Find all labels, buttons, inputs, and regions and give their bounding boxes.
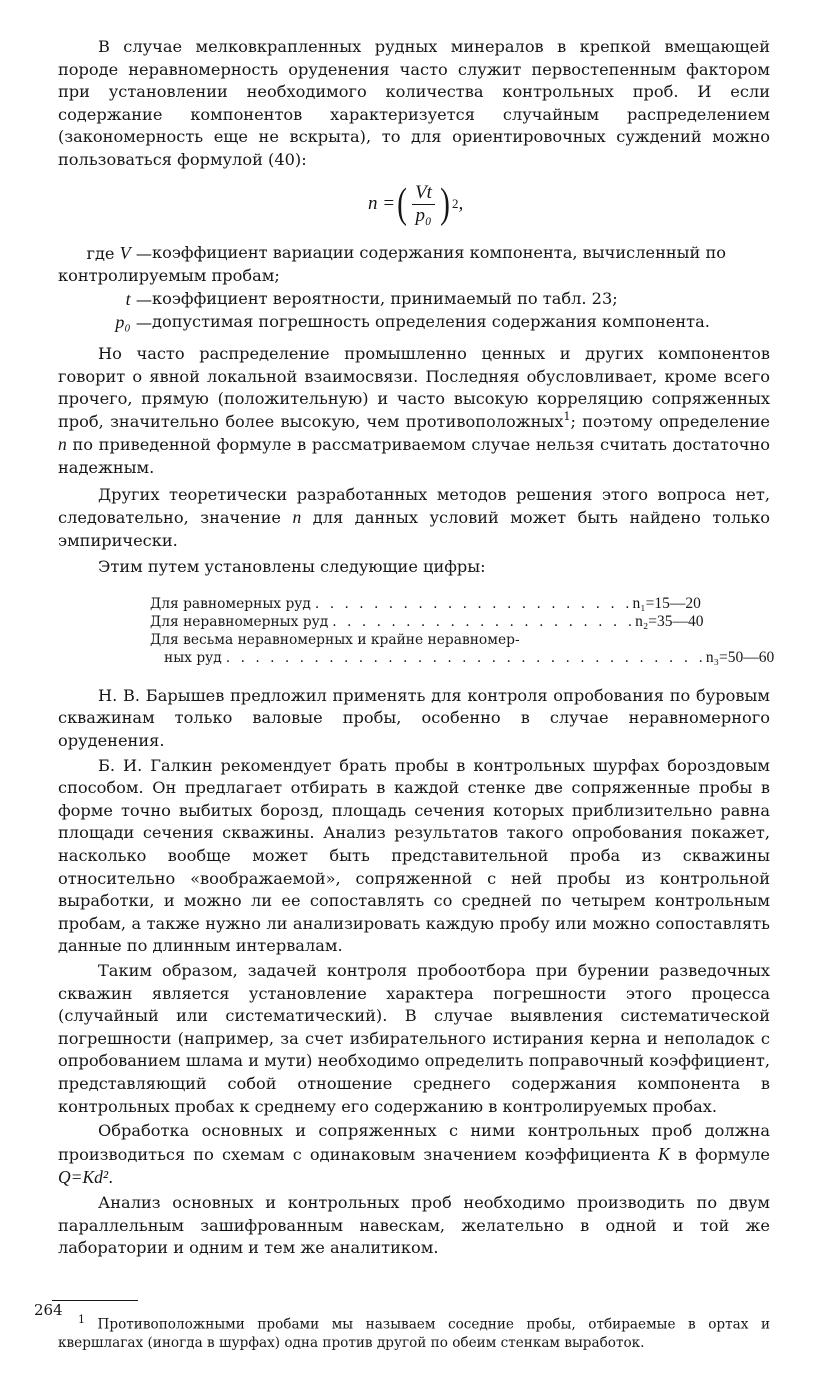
definition-continuation: контролируемым пробам; [58,266,280,286]
paragraph-7: Таким образом, задачей контроля пробоотбора при бурении разведочных скважин является установление характера погрешности этого процесса (случайный или систематический). В случае выявления систематической погрешности (например, за счет избирательного истирания керна и неполадок с опробованием шлама и мути) необходимо определить поправочный коэффициент, представляющий собой отношение среднего содержания компонента в контрольных пробах к среднему его содержанию в контролируемых пробах. [58,961,770,1116]
paragraph-3: Других теоретически разработанных методов решения этого вопроса нет, следовательно, значение n для данных условий может быть найдено только эмпирически. [58,484,770,550]
formula-denominator: p₀ [415,204,432,226]
footnote-ref: 1 [563,409,571,423]
definition-item: где V — коэффициент вариации содержания компонента, вычисленный по [86,242,727,263]
definitions-list [58,242,770,335]
formula-tail: , [458,193,464,215]
paragraph-8: Обработка основных и сопряженных с ними контрольных проб должна производиться по схемам с одинаковым значением коэффициента K в формуле Q=Kd². [58,1121,770,1188]
list-item: ных руд . . . . . . . . . . . . . . . . . . . . . . . . . . . . . . . . . n₃=50—60 [164,648,775,666]
definition-item: t — коэффициент вероятности, принимаемый по табл. 23; [125,288,618,309]
formula-40: n = ( $\frac{Vt}{\text{p₀}}$ ) 2 , [368,181,464,228]
paragraph-1: В случае мелковкрапленных рудных минералов в крепкой вмещающей породе неравномерность оруденения часто служит первостепенным фактором при установлении необходимого количества контрольных проб. И если содержание компонентов характеризуется случайным распределением (закономерность еще не вскрыта), то для ориентировочных суждений можно пользоваться формулой (40): [58,37,770,169]
page-number: 264 [34,1301,63,1319]
paragraph-5: Н. В. Барышев предложил применять для контроля опробования по буровым скважинам только валовые пробы, особенно в случае неравномерного оруденения. [58,685,770,751]
list-item: Для весьма неравномерных и крайне неравномер- [150,631,520,648]
paragraph-4: Этим путем установлены следующие цифры: [98,557,486,577]
formula-lhs: n = [368,193,396,215]
page-body [58,36,775,1352]
footnote-divider [52,1300,138,1301]
formula-exponent: 2 [451,196,459,212]
footnote: $^1$ Противоположными пробами мы называем соседние пробы, отбираемые в ортах и квершлагах (иногда в шурфах) одна против другой по обеим стенкам выработок. [58,1312,771,1351]
paragraph-2: Но часто распределение промышленно ценных и других компонентов говорит о явной локальной взаимосвязи. Последняя обусловливает, кроме всего прочего, прямую (положительную) и часто высокую корреляцию сопряженных проб, значительно более высокую, чем противоположных$^1$; поэтому определение n по приведенной формуле в рассматриваемом случае нельзя считать достаточно надежным. [58,343,770,477]
formula-numerator: Vt [412,182,435,205]
ore-numbers-list [150,594,775,667]
paragraph-6: Б. И. Галкин рекомендует брать пробы в контрольных шурфах бороздовым способом. Он предлагает отбирать в каждой стенке две сопряженные пробы в форме точно выбитых борозд, площадь сечения которых приблизительно равна площади сечения скважины. Анализ результатов такого опробования покажет, насколько вообще может быть представительной проба из скважины относительно «воображаемой», сопряженной с ней пробы из контрольной выработки, и можно ли ее сопоставлять со средней по четырем контрольным пробам, а также нужно ли анализировать каждую пробу или можно сопоставлять данные по длинным интервалам. [58,755,770,956]
list-item: Для равномерных руд . . . . . . . . . . . . . . . . . . . . . . n₁=15—20 [150,594,701,612]
definition-item: p₀ — допустимая погрешность определения содержания компонента. [115,312,710,333]
formula-fraction [412,182,435,227]
paragraph-9: Анализ основных и контрольных проб необходимо производить по двум параллельным зашифрованным навескам, желательно в одной и той же лаборатории и одним и тем же аналитиком. [58,1192,770,1258]
list-item: Для неравномерных руд . . . . . . . . . . . . . . . . . . . . . n₂=35—40 [150,612,704,630]
